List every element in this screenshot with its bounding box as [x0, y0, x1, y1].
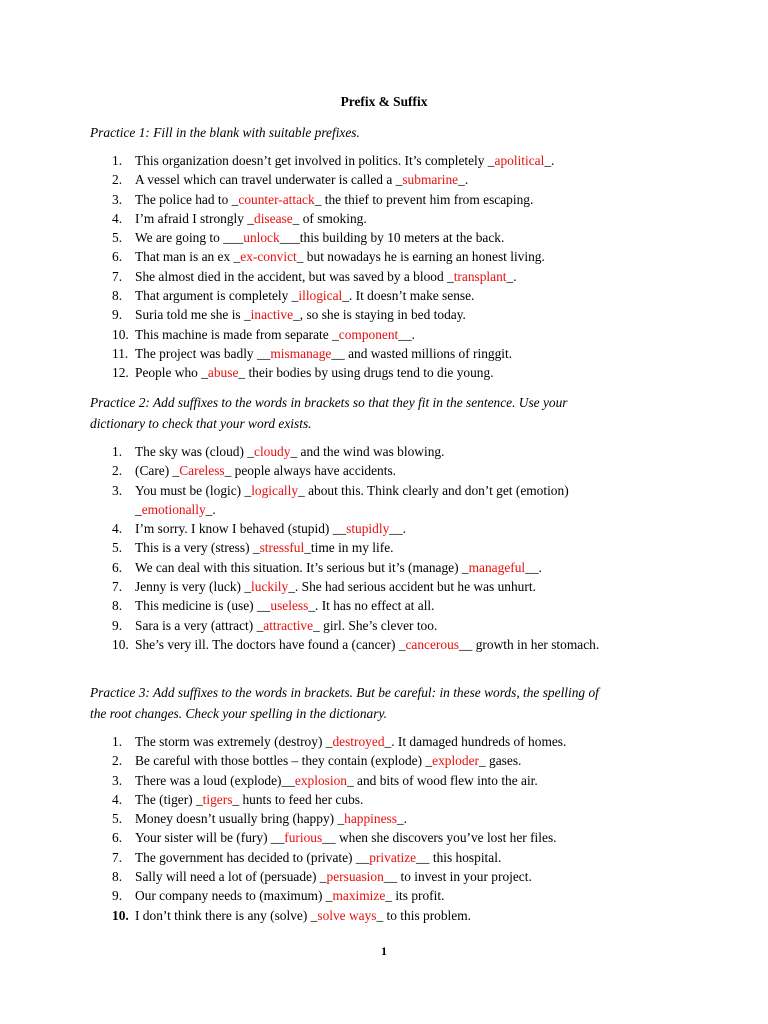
- answer-text: tigers: [202, 791, 233, 807]
- practice2-heading-line1: Practice 2: Add suffixes to the words in brackets so that they fit in the sentence. Use your: [90, 395, 568, 410]
- list-item: [90, 363, 690, 382]
- list-item: [90, 209, 690, 228]
- item-number: 8.: [112, 288, 123, 304]
- answer-text: explosion: [294, 772, 347, 788]
- answer-text: mismanage: [270, 345, 332, 361]
- item-text-before: I don’t think there is any (solve) _: [135, 907, 318, 923]
- answer-text: stressful: [259, 540, 305, 556]
- item-number: 5.: [112, 230, 123, 246]
- list-item: [90, 461, 690, 480]
- item-text-before: The storm was extremely (destroy) _: [135, 734, 333, 749]
- item-text-after: _ about this. Think clearly and don’t get (emotion): [298, 482, 569, 498]
- list-item: [90, 267, 690, 286]
- item-text-after: _ to this problem.: [376, 907, 471, 923]
- list-item: [90, 809, 690, 828]
- item-number: 4.: [112, 521, 123, 537]
- practice3-heading: [90, 682, 690, 724]
- item-text-after: __ growth in her stomach.: [458, 636, 600, 652]
- list-item: [90, 771, 690, 790]
- item-text-after: _ people always have accidents.: [224, 463, 397, 479]
- item-text-before: She’s very ill. The doctors have found a (cancer) _: [135, 636, 406, 652]
- item-number: 2.: [112, 172, 123, 188]
- item-text-before: That argument is completely _: [135, 288, 299, 304]
- item-text-after: _ and bits of wood flew into the air.: [346, 772, 538, 788]
- list-item: [90, 519, 690, 538]
- item-text-before: _: [135, 501, 142, 517]
- item-text-after: _ girl. She’s clever too.: [313, 617, 438, 633]
- item-number: 6.: [112, 249, 123, 265]
- item-number: 11.: [112, 345, 129, 361]
- answer-text: Careless: [179, 463, 225, 479]
- item-number: 7.: [112, 268, 123, 284]
- item-text-before: I’m sorry. I know I behaved (stupid) __: [135, 521, 347, 537]
- item-text-before: That man is an ex _: [135, 249, 241, 265]
- item-number: 1.: [112, 153, 123, 168]
- item-text-before: Suria told me she is _: [135, 307, 251, 323]
- item-number: 5.: [112, 540, 123, 556]
- item-text-before: We can deal with this situation. It’s serious but it’s (manage) _: [135, 559, 469, 575]
- list-item: [90, 247, 690, 266]
- practice1-list: [90, 151, 690, 383]
- answer-text: apolitical: [494, 153, 545, 168]
- item-number: 2.: [112, 463, 123, 479]
- item-text-after: _, so she is staying in bed today.: [293, 307, 466, 323]
- practice1-heading: Practice 1: Fill in the blank with suitable prefixes.: [90, 125, 360, 140]
- practice3-list: [90, 732, 690, 925]
- item-text-after: _.: [205, 501, 216, 517]
- item-text-after: ___this building by 10 meters at the back.: [279, 230, 505, 246]
- item-text-after: _ its profit.: [385, 888, 445, 904]
- item-text-before: Jenny is very (luck) _: [135, 579, 252, 595]
- list-item: [90, 500, 690, 519]
- answer-text: cancerous: [405, 636, 459, 652]
- item-text-after: __ this hospital.: [416, 849, 502, 865]
- item-text-before: (Care) _: [135, 463, 180, 479]
- answer-text: logically: [251, 482, 299, 498]
- item-text-after: _.: [458, 172, 469, 188]
- item-text-before: The project was badly __: [135, 345, 271, 361]
- item-text-after: __.: [525, 559, 542, 575]
- item-text-after: _ their bodies by using drugs tend to die young.: [238, 365, 494, 381]
- item-number: 3.: [112, 191, 123, 207]
- item-text-before: She almost died in the accident, but was saved by a blood _: [135, 268, 454, 284]
- item-number: 12.: [112, 365, 129, 381]
- list-item: [90, 616, 690, 635]
- list-item: [90, 886, 690, 905]
- answer-text: privatize: [369, 849, 417, 865]
- list-item: [90, 481, 690, 500]
- list-item: [90, 577, 690, 596]
- practice2-heading-line2: dictionary to check that your word exists.: [90, 416, 312, 431]
- list-item: [90, 828, 690, 847]
- page-number: 1: [381, 944, 387, 958]
- list-item: [90, 151, 690, 170]
- answer-text: manageful: [468, 559, 526, 575]
- list-item: [90, 305, 690, 324]
- item-text-after: __ to invest in your project.: [383, 869, 532, 885]
- answer-text: submarine: [402, 172, 459, 188]
- item-text-after: _. It damaged hundreds of homes.: [384, 734, 567, 749]
- answer-text: disease: [254, 210, 293, 226]
- item-text-before: There was a loud (explode)__: [135, 772, 295, 788]
- item-text-before: The government has decided to (private) __: [135, 849, 370, 865]
- item-number: 1.: [112, 734, 123, 749]
- item-text-after: _time in my life.: [304, 540, 394, 556]
- item-text-before: A vessel which can travel underwater is called a _: [135, 172, 403, 188]
- item-number: 4.: [112, 791, 123, 807]
- item-text-before: This is a very (stress) _: [135, 540, 260, 556]
- item-text-after: _. It doesn’t make sense.: [342, 288, 475, 304]
- item-number: 2.: [112, 753, 123, 769]
- answer-text: emotionally: [141, 501, 206, 517]
- item-text-before: Sara is a very (attract) _: [135, 617, 264, 633]
- list-item: [90, 190, 690, 209]
- item-number: 8.: [112, 598, 123, 614]
- practice2-list: [90, 442, 690, 654]
- item-text-after: _.: [544, 153, 555, 168]
- list-item: [90, 867, 690, 886]
- practice3-heading-line2: the root changes. Check your spelling in the dictionary.: [90, 706, 388, 721]
- item-number: 6.: [112, 559, 123, 575]
- item-text-after: _ but nowadays he is earning an honest living.: [296, 249, 545, 265]
- list-item: [90, 286, 690, 305]
- item-text-after: _. It has no effect at all.: [308, 598, 435, 614]
- item-text-after: _.: [506, 268, 517, 284]
- item-text-after: _ the thief to prevent him from escaping.: [314, 191, 534, 207]
- answer-text: happiness: [344, 811, 397, 827]
- item-number: 4.: [112, 210, 123, 226]
- answer-text: persuasion: [326, 869, 384, 885]
- item-number: 7.: [112, 579, 123, 595]
- item-text-before: Money doesn’t usually bring (happy) _: [135, 811, 345, 827]
- list-item: [90, 442, 690, 461]
- answer-text: exploder: [432, 753, 479, 769]
- answer-text: cloudy: [254, 444, 291, 459]
- item-text-before: Sally will need a lot of (persuade) _: [135, 869, 327, 885]
- answer-text: solve ways: [317, 907, 377, 923]
- list-item: [90, 732, 690, 751]
- item-text-after: __ and wasted millions of ringgit.: [331, 345, 513, 361]
- list-item: [90, 751, 690, 770]
- item-text-before: This machine is made from separate _: [135, 326, 339, 342]
- item-number: 9.: [112, 617, 123, 633]
- list-item: [90, 228, 690, 247]
- answer-text: unlock: [243, 230, 280, 246]
- answer-text: stupidly: [346, 521, 390, 537]
- item-number: 8.: [112, 869, 123, 885]
- answer-text: destroyed: [332, 734, 385, 749]
- item-number: 6.: [112, 830, 123, 846]
- answer-text: component: [338, 326, 399, 342]
- answer-text: maximize: [332, 888, 386, 904]
- item-text-after: _ hunts to feed her cubs.: [232, 791, 364, 807]
- item-text-before: Be careful with those bottles – they contain (explode) _: [135, 753, 433, 769]
- page-title: Prefix & Suffix: [340, 94, 428, 109]
- answer-text: illogical: [298, 288, 343, 304]
- item-text-before: You must be (logic) _: [135, 482, 252, 498]
- list-item: [90, 538, 690, 557]
- item-number: 10.: [112, 907, 129, 923]
- item-text-before: The (tiger) _: [135, 791, 203, 807]
- answer-text: transplant: [453, 268, 507, 284]
- item-text-before: The police had to _: [135, 191, 239, 207]
- item-text-after: _ of smoking.: [292, 210, 367, 226]
- item-text-before: Our company needs to (maximum) _: [135, 888, 333, 904]
- answer-text: luckily: [251, 579, 289, 595]
- answer-text: counter-attack: [238, 191, 315, 207]
- answer-text: attractive: [263, 617, 314, 633]
- item-text-after: _. She had serious accident but he was unhurt.: [288, 579, 536, 595]
- item-number: 5.: [112, 811, 123, 827]
- answer-text: furious: [284, 830, 323, 846]
- item-number: 3.: [112, 772, 123, 788]
- answer-text: abuse: [207, 365, 239, 381]
- list-item: [90, 790, 690, 809]
- item-text-after: _ gases.: [478, 753, 522, 769]
- item-text-before: This organization doesn’t get involved in politics. It’s completely _: [135, 153, 495, 168]
- answer-text: ex-convict: [240, 249, 297, 265]
- item-text-before: Your sister will be (fury) __: [135, 830, 285, 846]
- list-item: [90, 848, 690, 867]
- item-text-after: _ and the wind was blowing.: [290, 444, 445, 459]
- list-item: [90, 906, 690, 925]
- item-number: 10.: [112, 636, 129, 652]
- list-item: [90, 558, 690, 577]
- item-text-after: __.: [398, 326, 416, 342]
- item-text-before: The sky was (cloud) _: [135, 444, 254, 459]
- item-text-after: __ when she discovers you’ve lost her files.: [322, 830, 557, 846]
- item-text-before: I’m afraid I strongly _: [135, 210, 254, 226]
- list-item: [90, 170, 690, 189]
- item-number: 3.: [112, 482, 123, 498]
- item-number: 9.: [112, 307, 123, 323]
- answer-text: inactive: [250, 307, 294, 323]
- practice3-heading-line1: Practice 3: Add suffixes to the words in brackets. But be careful: in these words, the spelling of: [90, 685, 599, 700]
- item-number: 7.: [112, 849, 123, 865]
- item-text-before: This medicine is (use) __: [135, 598, 271, 614]
- practice2-heading: [90, 392, 690, 434]
- item-text-after: __.: [389, 521, 407, 537]
- item-number: 10.: [112, 326, 129, 342]
- item-text-before: People who _: [135, 365, 208, 381]
- item-text-before: We are going to ___: [135, 230, 244, 246]
- item-text-after: _.: [396, 811, 407, 827]
- answer-text: useless: [270, 598, 309, 614]
- list-item: [90, 344, 690, 363]
- list-item: [90, 325, 690, 344]
- list-item: [90, 596, 690, 615]
- item-number: 9.: [112, 888, 123, 904]
- list-item: [90, 635, 690, 654]
- item-number: 1.: [112, 444, 123, 459]
